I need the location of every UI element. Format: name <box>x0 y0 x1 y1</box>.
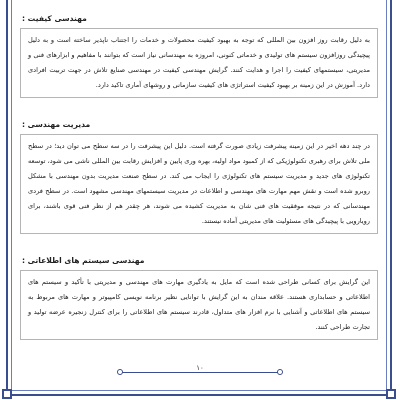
section-heading: مهندسی کیفیت : <box>22 14 87 23</box>
section-text-box: در چند دهه اخیر در این زمینه پیشرفت زیادی صورت گرفته است. دلیل این پیشرفت را در سه سطح می توان دید؛ در سطح ملی تلاش برای رهبری تکنولوژیکی که از کمبود مواد اولیه، بهره وری پایین و افزایش رقابت بین المللی ناشی می شود، توسعه تکنولوژی های جدید و مدیریت سیستم های تکنولوژی را ایجاب می کند. در سطح صنعت مدیریت بدون مهندسی با مشکل روبرو شده است و نقش مهم مهارت های مهندسی و اطلاعات در مدیریت سیستمهای مهندسی مشهود است. در سطح فردی مهندسانی که در نتیجه موفقیت های فنی شان به مدیریت کشیده می شوند، هر چقدر هم از نظر فنی قوی باشند، برای رویارویی با پیچیدگی های مسئولیت های مدیریتی آماده نیستند. <box>20 134 378 234</box>
border-ornament-left <box>2 389 12 399</box>
section-text-box: این گرایش برای کسانی طراحی شده است که مایل به یادگیری مهارت های مهندسی و مدیریتی با تأکید و سیستم های اطلاعاتی و حسابداری هستند. علاقه مندان به این گرایش با توانایی نظیر برنامه نویسی کامپیوتر و مهارت های مربوط به سیستم های اطلاعاتی و آشنایی با نرم افزار های متداول، قادرند سیستم های اطلاعاتی را برای کنترل زنجیره عرضه تولید و تجارت طراحی کنند. <box>20 270 378 340</box>
border-ornament-right <box>386 389 396 399</box>
section-heading: مهندسی سیستم های اطلاعاتی : <box>22 256 145 265</box>
section-quality-engineering <box>20 12 378 98</box>
document-body <box>20 4 378 340</box>
section-information-systems <box>20 254 378 340</box>
section-heading: مدیریت مهندسی : <box>22 120 91 129</box>
section-text-box: به دلیل رقابت روز افزون بین المللی که توجه به بهبود کیفیت محصولات و خدمات را اجتناب ناپذیر ساخته است و به دلیل پیچیدگی روزافزون سیستم های تولیدی و خدماتی کنونی، امروزه به مهندسانی نیاز است که بتوانند با مفاهیم و ابزارهای فنی و مدیریتی، سیستمهای کیفیت را اجرا و هدایت کنند. گرایش مهندسی کیفیت در مهندسی صنایع تلاش در جهت تربیت افرادی دارد. آموزش در این زمینه بر بهبود کیفیت استراتژی های کیفیت سازمانی و روشهای آماری تاکید دارد. <box>20 28 378 98</box>
footer-divider <box>120 372 280 373</box>
page-footer <box>120 366 280 380</box>
footer-ornament-dot <box>277 369 283 375</box>
page-number: ۱۰ <box>192 364 208 372</box>
footer-ornament-dot <box>117 369 123 375</box>
section-engineering-management <box>20 118 378 234</box>
